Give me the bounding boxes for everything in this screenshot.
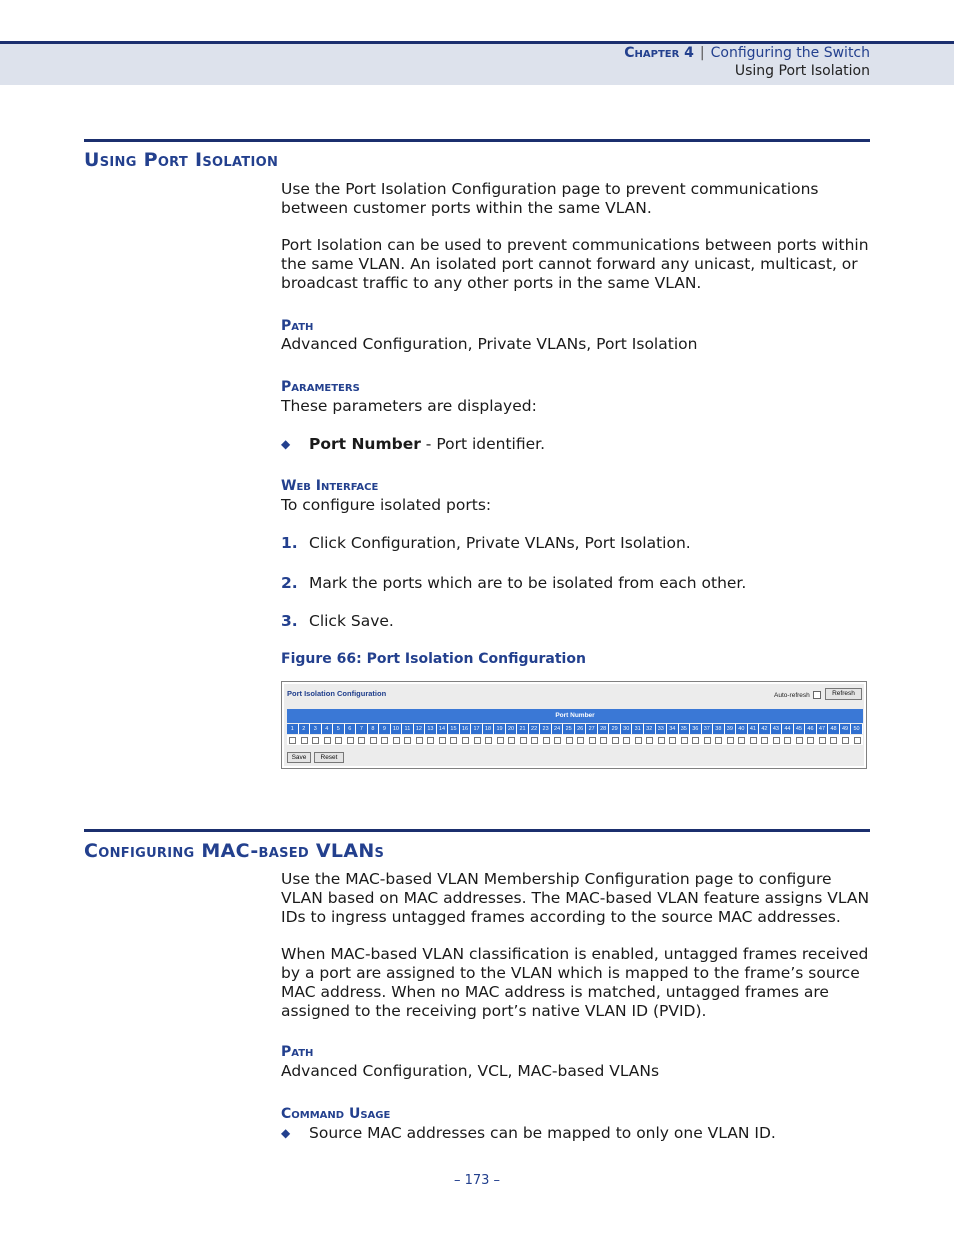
- diamond-bullet-icon: ◆: [281, 1126, 291, 1140]
- port-isolation-checkbox-cell: [794, 735, 806, 745]
- port-isolation-checkbox-cell: [679, 735, 691, 745]
- port-isolation-checkbox-cell: [736, 735, 748, 745]
- port-number-cell: 33: [656, 724, 668, 734]
- port-number-cell: 22: [529, 724, 541, 734]
- port-isolation-checkbox[interactable]: [635, 737, 642, 744]
- port-isolation-checkbox-cell: [586, 735, 598, 745]
- port-isolation-checkbox-cell: [690, 735, 702, 745]
- port-isolation-checkbox-cell: [517, 735, 529, 745]
- port-isolation-checkbox[interactable]: [462, 737, 469, 744]
- port-number-cell: 48: [828, 724, 840, 734]
- port-number-cell: 14: [437, 724, 449, 734]
- parameter-item: [309, 435, 869, 454]
- port-number-cell: 5: [333, 724, 345, 734]
- port-number-cell: 50: [851, 724, 863, 734]
- port-isolation-checkbox-cell: [540, 735, 552, 745]
- port-isolation-checkbox-cell: [748, 735, 760, 745]
- port-number-cell: 20: [506, 724, 518, 734]
- port-isolation-checkbox[interactable]: [370, 737, 377, 744]
- port-isolation-checkbox-cell: [759, 735, 771, 745]
- running-header-section: Using Port Isolation: [734, 63, 870, 79]
- port-number-cell: 35: [679, 724, 691, 734]
- port-isolation-checkbox-cell: [851, 735, 863, 745]
- port-isolation-checkbox[interactable]: [773, 737, 780, 744]
- port-number-cell: 19: [494, 724, 506, 734]
- port-isolation-checkbox[interactable]: [450, 737, 457, 744]
- port-number-cell: 10: [391, 724, 403, 734]
- port-isolation-checkbox-cell: [828, 735, 840, 745]
- port-number-cell: 11: [402, 724, 414, 734]
- port-isolation-checkbox-cell: [287, 735, 299, 745]
- step-text: Click Save.: [309, 612, 394, 630]
- port-number-cell: 8: [368, 724, 380, 734]
- refresh-button[interactable]: Refresh: [825, 688, 862, 700]
- port-isolation-checkbox-cell: [299, 735, 311, 745]
- port-number-cell: 9: [379, 724, 391, 734]
- port-isolation-checkbox[interactable]: [474, 737, 481, 744]
- port-isolation-checkbox-cell: [425, 735, 437, 745]
- port-isolation-checkbox[interactable]: [854, 737, 861, 744]
- port-isolation-checkbox-cell: [644, 735, 656, 745]
- port-isolation-checkbox[interactable]: [324, 737, 331, 744]
- port-number-cell: 36: [690, 724, 702, 734]
- port-isolation-checkbox[interactable]: [784, 737, 791, 744]
- step-number: 3.: [281, 612, 298, 630]
- port-isolation-checkbox[interactable]: [600, 737, 607, 744]
- section-rule: [84, 139, 870, 142]
- port-isolation-checkbox[interactable]: [612, 737, 619, 744]
- description-paragraph: When MAC-based VLAN classification is enabled, untagged frames received by a port are assigned to the VLAN which is mapped to the frame’s source MAC address. When no MAC address is matched, untagged frames are assigned to the receiving port’s native VLAN ID (PVID).: [281, 945, 869, 1020]
- port-isolation-checkbox[interactable]: [404, 737, 411, 744]
- port-number-cell: 47: [817, 724, 829, 734]
- port-isolation-checkbox-cell: [713, 735, 725, 745]
- chapter-label: Chapter 4: [624, 45, 694, 61]
- port-isolation-checkbox-cell: [632, 735, 644, 745]
- port-number-cell: 16: [460, 724, 472, 734]
- port-isolation-checkbox-cell: [667, 735, 679, 745]
- port-number-cell: 46: [805, 724, 817, 734]
- port-isolation-checkbox[interactable]: [715, 737, 722, 744]
- running-header-chapter: [624, 45, 870, 61]
- port-isolation-checkbox[interactable]: [646, 737, 653, 744]
- parameter-description: - Port identifier.: [420, 435, 546, 453]
- path-heading: Path: [281, 318, 314, 334]
- port-isolation-checkbox-cell: [771, 735, 783, 745]
- port-isolation-checkbox-cell: [471, 735, 483, 745]
- port-number-cell: 21: [517, 724, 529, 734]
- port-isolation-checkbox[interactable]: [301, 737, 308, 744]
- port-number-cell: 43: [771, 724, 783, 734]
- parameter-name: Port Number: [309, 435, 421, 453]
- port-number-cell: 49: [840, 724, 852, 734]
- port-isolation-checkbox[interactable]: [347, 737, 354, 744]
- port-isolation-checkbox-cell: [506, 735, 518, 745]
- port-isolation-checkbox[interactable]: [427, 737, 434, 744]
- step-number: 2.: [281, 574, 298, 592]
- port-number-cell: 41: [748, 724, 760, 734]
- path-heading: Path: [281, 1044, 314, 1060]
- save-button[interactable]: Save: [287, 752, 311, 763]
- port-number-cell: 3: [310, 724, 322, 734]
- port-isolation-checkbox-cell: [460, 735, 472, 745]
- section-rule: [84, 829, 870, 832]
- port-isolation-checkbox[interactable]: [738, 737, 745, 744]
- intro-paragraph: Use the Port Isolation Configuration page to prevent communications between customer ports within the same VLAN.: [281, 180, 819, 217]
- port-isolation-checkbox[interactable]: [520, 737, 527, 744]
- screenshot-panel: [284, 684, 864, 766]
- port-number-cell: 45: [794, 724, 806, 734]
- port-isolation-checkbox-cell: [345, 735, 357, 745]
- port-isolation-checkbox-cell: [494, 735, 506, 745]
- port-number-cell: 24: [552, 724, 564, 734]
- port-isolation-checkbox-cell: [529, 735, 541, 745]
- port-isolation-checkbox[interactable]: [761, 737, 768, 744]
- port-isolation-checkbox-cell: [402, 735, 414, 745]
- step-number: 1.: [281, 534, 298, 552]
- port-number-cell: 27: [586, 724, 598, 734]
- port-number-cell: 30: [621, 724, 633, 734]
- port-isolation-checkbox[interactable]: [312, 737, 319, 744]
- port-number-cell: 17: [471, 724, 483, 734]
- port-number-cell: 42: [759, 724, 771, 734]
- port-number-cell: 32: [644, 724, 656, 734]
- usage-item: Source MAC addresses can be mapped to only one VLAN ID.: [309, 1124, 776, 1142]
- port-number-cell: 25: [563, 724, 575, 734]
- port-number-cell: 38: [713, 724, 725, 734]
- port-isolation-checkbox[interactable]: [439, 737, 446, 744]
- auto-refresh-label: Auto-refresh: [774, 691, 810, 699]
- port-isolation-checkbox[interactable]: [623, 737, 630, 744]
- port-isolation-checkbox[interactable]: [796, 737, 803, 744]
- port-isolation-checkbox-cell: [598, 735, 610, 745]
- port-isolation-checkbox-cell: [805, 735, 817, 745]
- step-text: Click Configuration, Private VLANs, Port Isolation.: [309, 534, 691, 552]
- port-isolation-checkbox[interactable]: [669, 737, 676, 744]
- port-number-cell: 13: [425, 724, 437, 734]
- port-isolation-checkbox[interactable]: [750, 737, 757, 744]
- page-number: – 173 –: [453, 1173, 501, 1188]
- auto-refresh-checkbox[interactable]: [813, 691, 821, 699]
- port-isolation-checkbox[interactable]: [681, 737, 688, 744]
- port-number-cell: 31: [632, 724, 644, 734]
- port-number-cell: 7: [356, 724, 368, 734]
- port-number-cell: 26: [575, 724, 587, 734]
- port-number-cell: 6: [345, 724, 357, 734]
- port-isolation-checkbox-cell: [817, 735, 829, 745]
- port-isolation-checkbox[interactable]: [692, 737, 699, 744]
- web-interface-intro: To configure isolated ports:: [281, 496, 492, 514]
- chapter-title: Configuring the Switch: [710, 45, 870, 61]
- port-isolation-checkbox-cell: [656, 735, 668, 745]
- port-number-cell: 34: [667, 724, 679, 734]
- port-isolation-checkbox-cell: [621, 735, 633, 745]
- command-usage-heading: Command Usage: [281, 1106, 391, 1122]
- path-text: Advanced Configuration, Private VLANs, Port Isolation: [281, 335, 698, 353]
- port-number-cell: 39: [725, 724, 737, 734]
- auto-refresh-control[interactable]: [774, 691, 821, 699]
- figure-caption: Figure 66: Port Isolation Configuration: [281, 651, 586, 667]
- port-isolation-checkbox[interactable]: [393, 737, 400, 744]
- port-isolation-checkbox-cell: [702, 735, 714, 745]
- port-number-cell: 44: [782, 724, 794, 734]
- port-isolation-checkbox[interactable]: [531, 737, 538, 744]
- port-isolation-checkbox-cell: [575, 735, 587, 745]
- port-isolation-checkbox-cell: [725, 735, 737, 745]
- description-paragraph: Port Isolation can be used to prevent communications between ports within the same VLAN. An isolated port cannot forward any unicast, multicast, or broadcast traffic to any other ports in the same VLAN.: [281, 236, 869, 292]
- port-number-row: [287, 724, 863, 734]
- diamond-bullet-icon: ◆: [281, 437, 291, 451]
- port-isolation-checkbox[interactable]: [704, 737, 711, 744]
- port-isolation-checkbox-cell: [322, 735, 334, 745]
- port-isolation-checkbox[interactable]: [335, 737, 342, 744]
- port-isolation-checkbox[interactable]: [543, 737, 550, 744]
- port-isolation-checkbox-cell: [552, 735, 564, 745]
- port-isolation-checkbox[interactable]: [589, 737, 596, 744]
- port-number-cell: 1: [287, 724, 299, 734]
- path-text: Advanced Configuration, VCL, MAC-based VLANs: [281, 1062, 660, 1080]
- port-number-cell: 23: [540, 724, 552, 734]
- port-isolation-checkbox[interactable]: [577, 737, 584, 744]
- header-separator: |: [699, 45, 705, 61]
- port-isolation-checkbox[interactable]: [819, 737, 826, 744]
- port-isolation-checkbox-cell: [356, 735, 368, 745]
- section-title: Using Port Isolation: [84, 149, 279, 171]
- intro-paragraph: Use the MAC-based VLAN Membership Configuration page to configure VLAN based on MAC addresses. The MAC-based VLAN feature assigns VLAN IDs to ingress untagged frames according to the source MAC addresses.: [281, 870, 870, 926]
- port-isolation-checkbox-cell: [310, 735, 322, 745]
- port-isolation-checkbox[interactable]: [416, 737, 423, 744]
- port-number-cell: 4: [322, 724, 334, 734]
- port-isolation-checkbox-cell: [563, 735, 575, 745]
- port-isolation-checkbox-cell: [368, 735, 380, 745]
- screenshot-title: Port Isolation Configuration: [287, 689, 387, 698]
- port-number-cell: 2: [299, 724, 311, 734]
- reset-button[interactable]: Reset: [314, 752, 344, 763]
- port-number-header: Port Number: [287, 709, 863, 723]
- port-number-cell: 18: [483, 724, 495, 734]
- port-isolation-checkbox[interactable]: [554, 737, 561, 744]
- parameters-heading: Parameters: [281, 379, 360, 395]
- port-number-cell: 15: [448, 724, 460, 734]
- port-number-cell: 12: [414, 724, 426, 734]
- port-isolation-checkbox-cell: [379, 735, 391, 745]
- port-isolation-checkbox-cell: [437, 735, 449, 745]
- port-isolation-checkbox-cell: [609, 735, 621, 745]
- port-isolation-checkbox[interactable]: [358, 737, 365, 744]
- port-isolation-checkbox[interactable]: [727, 737, 734, 744]
- port-isolation-checkbox-cell: [483, 735, 495, 745]
- parameters-intro: These parameters are displayed:: [281, 397, 537, 415]
- port-checkbox-row: [287, 735, 863, 745]
- port-isolation-checkbox-cell: [840, 735, 852, 745]
- port-isolation-checkbox[interactable]: [830, 737, 837, 744]
- port-isolation-checkbox[interactable]: [497, 737, 504, 744]
- port-isolation-checkbox[interactable]: [807, 737, 814, 744]
- web-interface-heading: Web Interface: [281, 478, 379, 494]
- port-isolation-checkbox[interactable]: [381, 737, 388, 744]
- port-isolation-checkbox[interactable]: [842, 737, 849, 744]
- step-text: Mark the ports which are to be isolated from each other.: [309, 574, 747, 592]
- port-isolation-checkbox[interactable]: [485, 737, 492, 744]
- port-isolation-checkbox[interactable]: [566, 737, 573, 744]
- port-isolation-checkbox-cell: [333, 735, 345, 745]
- port-isolation-checkbox[interactable]: [508, 737, 515, 744]
- port-number-cell: 40: [736, 724, 748, 734]
- port-isolation-checkbox-cell: [448, 735, 460, 745]
- section-title: Configuring MAC-based VLANs: [84, 840, 385, 862]
- port-isolation-checkbox-cell: [391, 735, 403, 745]
- port-isolation-screenshot: [281, 681, 867, 769]
- port-isolation-checkbox-cell: [414, 735, 426, 745]
- port-number-cell: 37: [702, 724, 714, 734]
- port-isolation-checkbox-cell: [782, 735, 794, 745]
- port-isolation-checkbox[interactable]: [658, 737, 665, 744]
- port-number-cell: 29: [609, 724, 621, 734]
- port-isolation-checkbox[interactable]: [289, 737, 296, 744]
- port-number-cell: 28: [598, 724, 610, 734]
